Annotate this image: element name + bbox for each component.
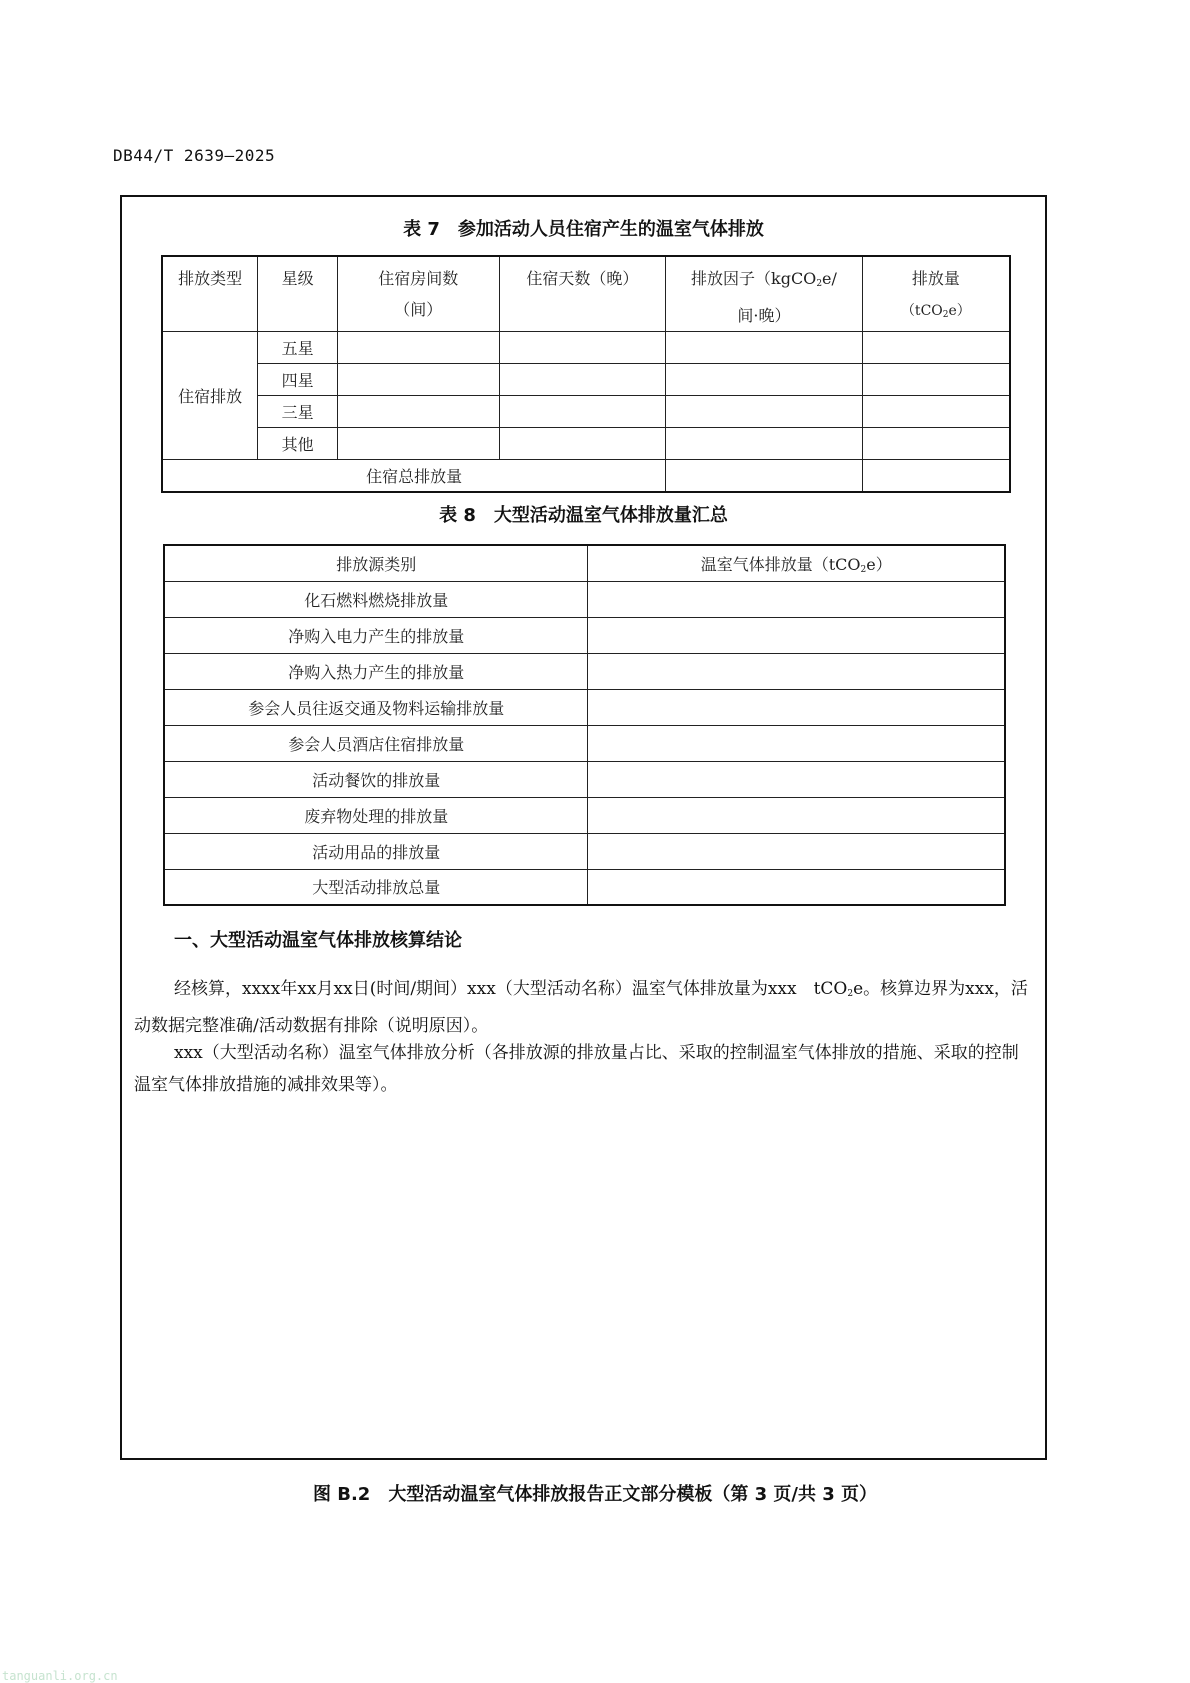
table7-total-label: 住宿总排放量 <box>162 460 666 492</box>
table7-star-cell: 三星 <box>258 396 338 428</box>
table7-total-row <box>162 460 1010 492</box>
table8-header-amount-b: e） <box>866 554 892 574</box>
table8-title: 表 8 大型活动温室气体排放量汇总 <box>439 505 728 526</box>
table8-source-cell: 参会人员酒店住宿排放量 <box>164 725 588 761</box>
table-row <box>164 725 1005 761</box>
table-row <box>164 689 1005 725</box>
table7-cell <box>862 364 1010 396</box>
table7-cell <box>862 396 1010 428</box>
table-row <box>162 428 1010 460</box>
table7-header-factor-line2: 间·晚） <box>737 306 791 325</box>
table7-star-cell: 五星 <box>258 332 338 364</box>
table7-header-amount-line2b: e） <box>948 303 971 319</box>
table7-cell <box>862 332 1010 364</box>
table7-cell <box>499 332 666 364</box>
table8-source-cell: 净购入电力产生的排放量 <box>164 617 588 653</box>
table7-cell <box>666 364 863 396</box>
table-row <box>164 617 1005 653</box>
table7-header-rooms-line1: 住宿房间数 <box>378 269 459 288</box>
table-row <box>164 869 1005 905</box>
table7-header-type: 排放类型 <box>162 256 258 332</box>
table-row <box>162 364 1010 396</box>
table8-value-cell <box>588 797 1005 833</box>
table7-header-factor-sub: 2 <box>816 279 823 289</box>
table-row <box>164 581 1005 617</box>
table7-header-amount <box>862 256 1010 332</box>
table-row <box>164 653 1005 689</box>
table8-value-cell <box>588 653 1005 689</box>
table8-source-cell: 净购入热力产生的排放量 <box>164 653 588 689</box>
table7-header-amount-sub: 2 <box>942 310 949 320</box>
table8-header-source: 排放源类别 <box>164 545 588 581</box>
conclusion-paragraph-2: xxx（大型活动名称）温室气体排放分析（各排放源的排放量占比、采取的控制温室气体排放的措施、采取的控制温室气体排放措施的减排效果等）。 <box>134 1043 1019 1095</box>
table-row <box>162 396 1010 428</box>
table7-cell <box>337 396 499 428</box>
table7-header-factor <box>666 256 863 332</box>
table8-source-cell: 化石燃料燃烧排放量 <box>164 581 588 617</box>
table8-value-cell <box>588 833 1005 869</box>
table7-header-rooms-line2: （间） <box>394 300 443 319</box>
table8-source-cell: 活动用品的排放量 <box>164 833 588 869</box>
table8-value-cell <box>588 581 1005 617</box>
table7-header-factor-line1b: e/ <box>822 269 837 288</box>
table-row <box>164 833 1005 869</box>
table8-value-cell <box>588 689 1005 725</box>
report-frame <box>120 195 1047 1460</box>
table8-value-cell <box>588 869 1005 905</box>
table7-header-amount-line2a: （tCO <box>900 303 943 319</box>
conclusion-paragraph-1 <box>134 973 1034 1042</box>
conclusion-paragraph-1-sub: 2 <box>847 989 854 999</box>
table7-header-factor-line1a: 排放因子（kgCO <box>691 269 817 288</box>
table8-header-amount-sub: 2 <box>860 564 867 575</box>
table7-cell <box>337 364 499 396</box>
table8-source-cell: 废弃物处理的排放量 <box>164 797 588 833</box>
conclusion-paragraph-1-a: 经核算，xxxx年xx月xx日(时间/期间）xxx（大型活动名称）温室气体排放量为xxx tCO <box>174 979 848 999</box>
table7-star-cell: 其他 <box>258 428 338 460</box>
table8-value-cell <box>588 725 1005 761</box>
table8-source-cell: 活动餐饮的排放量 <box>164 761 588 797</box>
figure-caption: 图 B.2 大型活动温室气体排放报告正文部分模板（第 3 页/共 3 页） <box>312 1484 878 1505</box>
table7-header-star: 星级 <box>258 256 338 332</box>
table8-source-cell: 参会人员往返交通及物料运输排放量 <box>164 689 588 725</box>
table7-header-amount-line1: 排放量 <box>911 269 960 288</box>
table7-cell <box>666 396 863 428</box>
table-row <box>164 797 1005 833</box>
table8-value-cell <box>588 761 1005 797</box>
table-row <box>164 761 1005 797</box>
conclusion-paragraph-1-b: e。核算边界为xxx，活动数据完整准确/活动数据有排除（说明原因）。 <box>134 979 1028 1036</box>
table8-header-row <box>164 545 1005 581</box>
table7 <box>161 255 1011 493</box>
table7-cell <box>666 460 863 492</box>
table8-header-amount-a: 温室气体排放量（tCO <box>700 554 861 574</box>
document-code: DB44/T 2639—2025 <box>113 146 276 165</box>
table8-value-cell <box>588 617 1005 653</box>
table7-title: 表 7 参加活动人员住宿产生的温室气体排放 <box>403 219 764 240</box>
conclusion-heading: 一、大型活动温室气体排放核算结论 <box>174 930 462 951</box>
table7-cell <box>499 428 666 460</box>
table7-cell <box>862 460 1010 492</box>
table7-cell <box>666 332 863 364</box>
table7-header-rooms <box>337 256 499 332</box>
table7-group-label: 住宿排放 <box>162 332 258 460</box>
table7-cell <box>337 332 499 364</box>
table8 <box>163 544 1006 906</box>
table7-header-row <box>162 256 1010 332</box>
table7-cell <box>337 428 499 460</box>
table7-cell <box>499 364 666 396</box>
watermark-text: tanguanli.org.cn <box>2 1669 118 1683</box>
table8-source-cell: 大型活动排放总量 <box>164 869 588 905</box>
table7-star-cell: 四星 <box>258 364 338 396</box>
table-row <box>162 332 1010 364</box>
table7-cell <box>666 428 863 460</box>
table7-cell <box>862 428 1010 460</box>
table7-cell <box>499 396 666 428</box>
table7-header-nights: 住宿天数（晚） <box>499 256 666 332</box>
table8-header-amount <box>588 545 1005 581</box>
